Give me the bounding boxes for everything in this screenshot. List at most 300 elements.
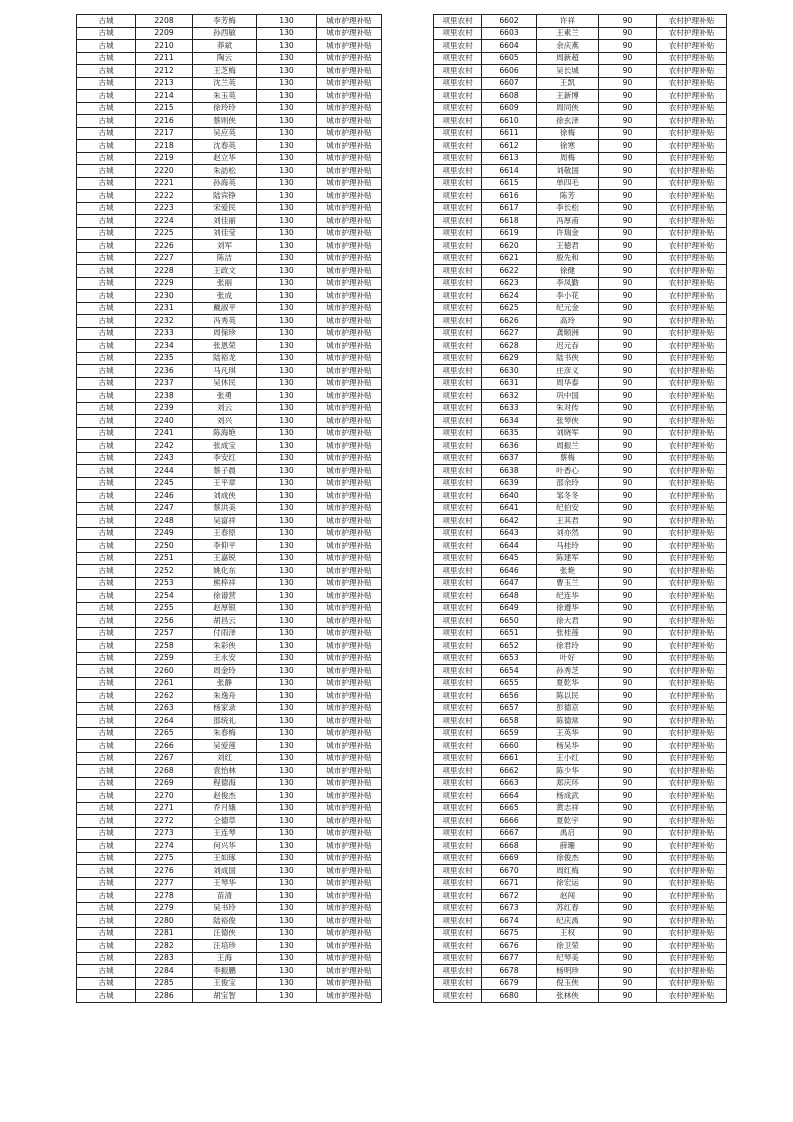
amount-cell: 130 xyxy=(257,990,317,1003)
region-cell: 项里农村 xyxy=(434,865,482,878)
serial-number-cell: 2259 xyxy=(136,652,193,665)
amount-cell: 130 xyxy=(257,765,317,778)
region-cell: 项里农村 xyxy=(434,840,482,853)
serial-number-cell: 6607 xyxy=(482,77,537,90)
amount-cell: 90 xyxy=(599,427,657,440)
category-cell: 城市护理补贴 xyxy=(317,590,382,603)
serial-number-cell: 6612 xyxy=(482,140,537,153)
category-cell: 城市护理补贴 xyxy=(317,827,382,840)
amount-cell: 130 xyxy=(257,277,317,290)
category-cell: 城市护理补贴 xyxy=(317,177,382,190)
region-cell: 古城 xyxy=(77,152,136,165)
serial-number-cell: 6656 xyxy=(482,690,537,703)
region-cell: 古城 xyxy=(77,915,136,928)
person-name-cell: 徐大君 xyxy=(537,615,599,628)
serial-number-cell: 6647 xyxy=(482,577,537,590)
amount-cell: 90 xyxy=(599,940,657,953)
amount-cell: 90 xyxy=(599,27,657,40)
region-cell: 项里农村 xyxy=(434,265,482,278)
serial-number-cell: 6651 xyxy=(482,627,537,640)
person-name-cell: 吴长城 xyxy=(537,65,599,78)
amount-cell: 130 xyxy=(257,352,317,365)
amount-cell: 90 xyxy=(599,790,657,803)
category-cell: 城市护理补贴 xyxy=(317,290,382,303)
serial-number-cell: 2279 xyxy=(136,902,193,915)
category-cell: 城市护理补贴 xyxy=(317,15,382,28)
amount-cell: 90 xyxy=(599,927,657,940)
serial-number-cell: 2251 xyxy=(136,552,193,565)
person-name-cell: 叶好 xyxy=(537,652,599,665)
region-cell: 项里农村 xyxy=(434,477,482,490)
serial-number-cell: 2236 xyxy=(136,365,193,378)
region-cell: 古城 xyxy=(77,315,136,328)
serial-number-cell: 6655 xyxy=(482,677,537,690)
region-cell: 项里农村 xyxy=(434,740,482,753)
amount-cell: 130 xyxy=(257,852,317,865)
serial-number-cell: 6665 xyxy=(482,802,537,815)
amount-cell: 90 xyxy=(599,240,657,253)
region-cell: 项里农村 xyxy=(434,377,482,390)
category-cell: 农村护理补贴 xyxy=(657,465,727,478)
category-cell: 城市护理补贴 xyxy=(317,627,382,640)
category-cell: 城市护理补贴 xyxy=(317,365,382,378)
category-cell: 农村护理补贴 xyxy=(657,790,727,803)
serial-number-cell: 2238 xyxy=(136,390,193,403)
category-cell: 农村护理补贴 xyxy=(657,477,727,490)
table-row xyxy=(434,665,727,678)
table-row xyxy=(77,740,382,753)
table-row xyxy=(77,902,382,915)
region-cell: 古城 xyxy=(77,240,136,253)
category-cell: 农村护理补贴 xyxy=(657,940,727,953)
person-name-cell: 王海 xyxy=(193,952,257,965)
serial-number-cell: 2252 xyxy=(136,565,193,578)
region-cell: 古城 xyxy=(77,565,136,578)
amount-cell: 90 xyxy=(599,652,657,665)
region-cell: 项里农村 xyxy=(434,290,482,303)
category-cell: 城市护理补贴 xyxy=(317,665,382,678)
table-row xyxy=(77,940,382,953)
category-cell: 城市护理补贴 xyxy=(317,702,382,715)
table-row xyxy=(77,440,382,453)
table-row xyxy=(434,252,727,265)
amount-cell: 90 xyxy=(599,877,657,890)
region-cell: 项里农村 xyxy=(434,652,482,665)
amount-cell: 130 xyxy=(257,965,317,978)
person-name-cell: 刘军 xyxy=(193,240,257,253)
person-name-cell: 熊梓祥 xyxy=(193,577,257,590)
person-name-cell: 李长松 xyxy=(537,202,599,215)
region-cell: 项里农村 xyxy=(434,927,482,940)
serial-number-cell: 2263 xyxy=(136,702,193,715)
amount-cell: 130 xyxy=(257,165,317,178)
region-cell: 项里农村 xyxy=(434,402,482,415)
serial-number-cell: 6620 xyxy=(482,240,537,253)
person-name-cell: 王政文 xyxy=(193,265,257,278)
category-cell: 城市护理补贴 xyxy=(317,452,382,465)
category-cell: 农村护理补贴 xyxy=(657,452,727,465)
amount-cell: 130 xyxy=(257,702,317,715)
amount-cell: 90 xyxy=(599,752,657,765)
category-cell: 农村护理补贴 xyxy=(657,102,727,115)
amount-cell: 130 xyxy=(257,402,317,415)
table-row xyxy=(434,802,727,815)
category-cell: 农村护理补贴 xyxy=(657,752,727,765)
serial-number-cell: 6671 xyxy=(482,877,537,890)
person-name-cell: 纪连华 xyxy=(537,590,599,603)
category-cell: 城市护理补贴 xyxy=(317,615,382,628)
serial-number-cell: 2219 xyxy=(136,152,193,165)
amount-cell: 130 xyxy=(257,940,317,953)
serial-number-cell: 6658 xyxy=(482,715,537,728)
region-cell: 古城 xyxy=(77,865,136,878)
amount-cell: 130 xyxy=(257,202,317,215)
region-cell: 项里农村 xyxy=(434,465,482,478)
region-cell: 古城 xyxy=(77,852,136,865)
table-row xyxy=(434,565,727,578)
region-cell: 古城 xyxy=(77,202,136,215)
person-name-cell: 许祥 xyxy=(537,15,599,28)
serial-number-cell: 6661 xyxy=(482,752,537,765)
amount-cell: 130 xyxy=(257,302,317,315)
region-cell: 项里农村 xyxy=(434,415,482,428)
region-cell: 项里农村 xyxy=(434,140,482,153)
amount-cell: 90 xyxy=(599,690,657,703)
serial-number-cell: 6604 xyxy=(482,40,537,53)
person-name-cell: 徐遵华 xyxy=(537,602,599,615)
category-cell: 农村护理补贴 xyxy=(657,40,727,53)
region-cell: 古城 xyxy=(77,827,136,840)
region-cell: 项里农村 xyxy=(434,952,482,965)
table-row xyxy=(434,52,727,65)
serial-number-cell: 2234 xyxy=(136,340,193,353)
amount-cell: 130 xyxy=(257,977,317,990)
region-cell: 古城 xyxy=(77,77,136,90)
category-cell: 城市护理补贴 xyxy=(317,240,382,253)
table-row xyxy=(77,865,382,878)
serial-number-cell: 2223 xyxy=(136,202,193,215)
serial-number-cell: 6639 xyxy=(482,477,537,490)
table-row xyxy=(77,390,382,403)
table-row xyxy=(434,527,727,540)
region-cell: 古城 xyxy=(77,627,136,640)
category-cell: 城市护理补贴 xyxy=(317,577,382,590)
table-row xyxy=(77,77,382,90)
person-name-cell: 徐宏运 xyxy=(537,877,599,890)
amount-cell: 90 xyxy=(599,152,657,165)
person-name-cell: 刘晓军 xyxy=(537,427,599,440)
person-name-cell: 徐寒 xyxy=(537,140,599,153)
category-cell: 农村护理补贴 xyxy=(657,927,727,940)
category-cell: 农村护理补贴 xyxy=(657,377,727,390)
serial-number-cell: 2237 xyxy=(136,377,193,390)
region-cell: 项里农村 xyxy=(434,602,482,615)
region-cell: 项里农村 xyxy=(434,15,482,28)
category-cell: 城市护理补贴 xyxy=(317,277,382,290)
serial-number-cell: 2245 xyxy=(136,477,193,490)
category-cell: 农村护理补贴 xyxy=(657,577,727,590)
amount-cell: 130 xyxy=(257,465,317,478)
table-row xyxy=(434,302,727,315)
table-row xyxy=(77,165,382,178)
region-cell: 项里农村 xyxy=(434,527,482,540)
table-row xyxy=(77,815,382,828)
category-cell: 城市护理补贴 xyxy=(317,127,382,140)
person-name-cell: 陈德常 xyxy=(537,715,599,728)
person-name-cell: 苏红春 xyxy=(537,902,599,915)
serial-number-cell: 2228 xyxy=(136,265,193,278)
serial-number-cell: 2235 xyxy=(136,352,193,365)
amount-cell: 90 xyxy=(599,390,657,403)
amount-cell: 130 xyxy=(257,477,317,490)
table-row xyxy=(77,115,382,128)
category-cell: 农村护理补贴 xyxy=(657,177,727,190)
table-row xyxy=(434,90,727,103)
amount-cell: 90 xyxy=(599,465,657,478)
person-name-cell: 杨吴华 xyxy=(537,740,599,753)
person-name-cell: 汪培珍 xyxy=(193,940,257,953)
serial-number-cell: 6646 xyxy=(482,565,537,578)
amount-cell: 130 xyxy=(257,590,317,603)
table-row xyxy=(434,352,727,365)
region-cell: 古城 xyxy=(77,377,136,390)
category-cell: 农村护理补贴 xyxy=(657,440,727,453)
table-row xyxy=(434,315,727,328)
serial-number-cell: 6631 xyxy=(482,377,537,390)
table-row xyxy=(434,165,727,178)
amount-cell: 130 xyxy=(257,690,317,703)
serial-number-cell: 2229 xyxy=(136,277,193,290)
category-cell: 农村护理补贴 xyxy=(657,965,727,978)
person-name-cell: 王俊宝 xyxy=(193,977,257,990)
region-cell: 古城 xyxy=(77,527,136,540)
region-cell: 古城 xyxy=(77,702,136,715)
region-cell: 项里农村 xyxy=(434,165,482,178)
serial-number-cell: 6633 xyxy=(482,402,537,415)
region-cell: 古城 xyxy=(77,477,136,490)
table-row xyxy=(434,327,727,340)
table-row xyxy=(77,102,382,115)
amount-cell: 90 xyxy=(599,827,657,840)
person-name-cell: 张桂莲 xyxy=(537,627,599,640)
amount-cell: 90 xyxy=(599,52,657,65)
amount-cell: 90 xyxy=(599,765,657,778)
table-row xyxy=(434,452,727,465)
table-row xyxy=(434,765,727,778)
serial-number-cell: 2277 xyxy=(136,877,193,890)
table-row xyxy=(434,927,727,940)
category-cell: 城市护理补贴 xyxy=(317,790,382,803)
person-name-cell: 陈以民 xyxy=(537,690,599,703)
serial-number-cell: 6678 xyxy=(482,965,537,978)
amount-cell: 90 xyxy=(599,902,657,915)
serial-number-cell: 6662 xyxy=(482,765,537,778)
serial-number-cell: 6636 xyxy=(482,440,537,453)
serial-number-cell: 2260 xyxy=(136,665,193,678)
amount-cell: 130 xyxy=(257,427,317,440)
amount-cell: 130 xyxy=(257,752,317,765)
serial-number-cell: 6657 xyxy=(482,702,537,715)
amount-cell: 90 xyxy=(599,40,657,53)
person-name-cell: 吴富祥 xyxy=(193,515,257,528)
person-name-cell: 彭德京 xyxy=(537,702,599,715)
serial-number-cell: 6622 xyxy=(482,265,537,278)
table-row xyxy=(77,202,382,215)
category-cell: 农村护理补贴 xyxy=(657,565,727,578)
person-name-cell: 纪元金 xyxy=(537,302,599,315)
region-cell: 古城 xyxy=(77,802,136,815)
table-row xyxy=(77,15,382,28)
amount-cell: 130 xyxy=(257,77,317,90)
table-row xyxy=(77,340,382,353)
amount-cell: 130 xyxy=(257,890,317,903)
serial-number-cell: 6673 xyxy=(482,902,537,915)
serial-number-cell: 6616 xyxy=(482,190,537,203)
region-cell: 古城 xyxy=(77,215,136,228)
serial-number-cell: 2218 xyxy=(136,140,193,153)
serial-number-cell: 6610 xyxy=(482,115,537,128)
person-name-cell: 张静 xyxy=(193,677,257,690)
table-row xyxy=(77,627,382,640)
person-name-cell: 李安红 xyxy=(193,452,257,465)
amount-cell: 130 xyxy=(257,490,317,503)
category-cell: 农村护理补贴 xyxy=(657,402,727,415)
table-row xyxy=(434,390,727,403)
serial-number-cell: 2255 xyxy=(136,602,193,615)
serial-number-cell: 6679 xyxy=(482,977,537,990)
serial-number-cell: 2240 xyxy=(136,415,193,428)
person-name-cell: 王芝梅 xyxy=(193,65,257,78)
table-row xyxy=(434,752,727,765)
category-cell: 城市护理补贴 xyxy=(317,515,382,528)
region-cell: 古城 xyxy=(77,665,136,678)
amount-cell: 130 xyxy=(257,540,317,553)
region-cell: 古城 xyxy=(77,27,136,40)
category-cell: 农村护理补贴 xyxy=(657,52,727,65)
table-row xyxy=(77,690,382,703)
amount-cell: 130 xyxy=(257,415,317,428)
serial-number-cell: 2212 xyxy=(136,65,193,78)
amount-cell: 90 xyxy=(599,965,657,978)
category-cell: 农村护理补贴 xyxy=(657,390,727,403)
category-cell: 城市护理补贴 xyxy=(317,315,382,328)
table-row xyxy=(77,265,382,278)
person-name-cell: 汪德侠 xyxy=(193,927,257,940)
table-row xyxy=(77,190,382,203)
person-name-cell: 徐俊杰 xyxy=(537,852,599,865)
category-cell: 农村护理补贴 xyxy=(657,90,727,103)
table-row xyxy=(77,965,382,978)
category-cell: 城市护理补贴 xyxy=(317,140,382,153)
amount-cell: 90 xyxy=(599,202,657,215)
amount-cell: 90 xyxy=(599,302,657,315)
serial-number-cell: 2215 xyxy=(136,102,193,115)
table-row xyxy=(434,440,727,453)
table-row xyxy=(434,190,727,203)
person-name-cell: 王嘉锐 xyxy=(193,552,257,565)
region-cell: 古城 xyxy=(77,127,136,140)
serial-number-cell: 2231 xyxy=(136,302,193,315)
serial-number-cell: 6660 xyxy=(482,740,537,753)
table-row xyxy=(77,477,382,490)
category-cell: 城市护理补贴 xyxy=(317,252,382,265)
person-name-cell: 徐卫荣 xyxy=(537,940,599,953)
category-cell: 城市护理补贴 xyxy=(317,427,382,440)
person-name-cell: 徐玄泽 xyxy=(537,115,599,128)
region-cell: 项里农村 xyxy=(434,990,482,1003)
table-row xyxy=(77,727,382,740)
serial-number-cell: 6667 xyxy=(482,827,537,840)
region-cell: 古城 xyxy=(77,765,136,778)
category-cell: 农村护理补贴 xyxy=(657,902,727,915)
table-row xyxy=(434,740,727,753)
person-name-cell: 曹玉兰 xyxy=(537,577,599,590)
amount-cell: 130 xyxy=(257,615,317,628)
person-name-cell: 陈芳 xyxy=(537,190,599,203)
table-row xyxy=(77,640,382,653)
person-name-cell: 陈海艳 xyxy=(193,427,257,440)
right-subsidy-table xyxy=(433,14,727,1003)
category-cell: 城市护理补贴 xyxy=(317,890,382,903)
region-cell: 古城 xyxy=(77,502,136,515)
category-cell: 城市护理补贴 xyxy=(317,340,382,353)
person-name-cell: 袁怡林 xyxy=(193,765,257,778)
category-cell: 城市护理补贴 xyxy=(317,852,382,865)
serial-number-cell: 2247 xyxy=(136,502,193,515)
person-name-cell: 刘成国 xyxy=(193,865,257,878)
region-cell: 古城 xyxy=(77,552,136,565)
category-cell: 农村护理补贴 xyxy=(657,190,727,203)
person-name-cell: 庄彦义 xyxy=(537,365,599,378)
person-name-cell: 周保珍 xyxy=(193,327,257,340)
amount-cell: 90 xyxy=(599,215,657,228)
category-cell: 农村护理补贴 xyxy=(657,515,727,528)
table-row xyxy=(434,977,727,990)
serial-number-cell: 6659 xyxy=(482,727,537,740)
person-name-cell: 张勇 xyxy=(193,390,257,403)
serial-number-cell: 6621 xyxy=(482,252,537,265)
category-cell: 城市护理补贴 xyxy=(317,402,382,415)
serial-number-cell: 2262 xyxy=(136,690,193,703)
region-cell: 古城 xyxy=(77,415,136,428)
person-name-cell: 叶香心 xyxy=(537,465,599,478)
person-name-cell: 吴书玲 xyxy=(193,902,257,915)
person-name-cell: 徐梅 xyxy=(537,127,599,140)
category-cell: 城市护理补贴 xyxy=(317,415,382,428)
table-row xyxy=(77,890,382,903)
table-row xyxy=(434,952,727,965)
serial-number-cell: 6609 xyxy=(482,102,537,115)
person-name-cell: 杨成武 xyxy=(537,790,599,803)
category-cell: 城市护理补贴 xyxy=(317,565,382,578)
region-cell: 古城 xyxy=(77,652,136,665)
amount-cell: 130 xyxy=(257,902,317,915)
person-name-cell: 张成宝 xyxy=(193,440,257,453)
amount-cell: 90 xyxy=(599,665,657,678)
region-cell: 项里农村 xyxy=(434,315,482,328)
person-name-cell: 李振鹏 xyxy=(193,965,257,978)
serial-number-cell: 6614 xyxy=(482,165,537,178)
person-name-cell: 沈春英 xyxy=(193,140,257,153)
amount-cell: 130 xyxy=(257,727,317,740)
amount-cell: 90 xyxy=(599,702,657,715)
category-cell: 城市护理补贴 xyxy=(317,752,382,765)
amount-cell: 90 xyxy=(599,127,657,140)
serial-number-cell: 2285 xyxy=(136,977,193,990)
person-name-cell: 李仰平 xyxy=(193,540,257,553)
right-table-body xyxy=(434,15,727,1003)
category-cell: 农村护理补贴 xyxy=(657,240,727,253)
